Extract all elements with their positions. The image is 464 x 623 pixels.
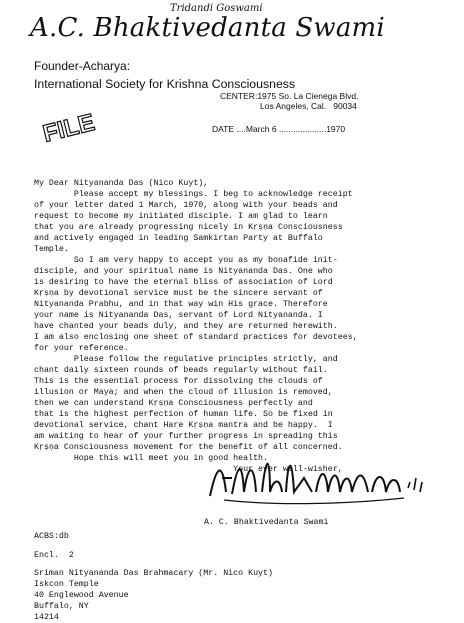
letter-line: Please follow the regulative principles strictly, and — [34, 355, 338, 364]
letter-line: Hope this will meet you in good health. — [34, 454, 269, 463]
letter-body — [34, 178, 358, 475]
file-stamp — [38, 100, 98, 150]
letter-line: illusion or Maya; and when the cloud of illusion is removed, — [34, 388, 333, 397]
recipient-address — [34, 568, 273, 623]
letter-line: Your ever well-wisher, — [34, 465, 343, 474]
letter-line: and actively engaged in leading Samkirtan Party at Buffalo — [34, 234, 323, 243]
center-address: 1975 So. La Cienega Blvd. — [257, 91, 359, 101]
letter-line: Kṛṣṇa Consciousness movement for the benefit of all concerned. — [34, 443, 343, 452]
letter-line: for your reference. — [34, 344, 129, 353]
letter-line: disciple, and your spiritual name is Nityananda Das. One who — [34, 267, 333, 276]
address-line: Buffalo, NY — [34, 602, 89, 611]
date-day: 6 — [271, 124, 277, 134]
address-line: Iskcon Temple — [34, 580, 99, 589]
address-line: 40 Englewood Avenue — [34, 591, 129, 600]
date-year-suffix: 70 — [335, 124, 346, 134]
letterhead-city: Los Angeles, Cal. 90034 — [260, 101, 357, 111]
letter-line: am waiting to hear of your further progress in spreading this — [34, 432, 338, 441]
letter-line: devotional service, chant Hare Kṛṣṇa mantra and be happy. I — [34, 421, 333, 430]
letter-line: Temple. — [34, 245, 69, 254]
reference-initials: ACBS:db — [34, 532, 69, 541]
letterhead-subtitle: Tridandi Goswami — [170, 3, 263, 14]
letter-line: Nityananda Prabhu, and in that way win His grace. Therefore — [34, 300, 328, 309]
address-line: 14214 — [34, 613, 59, 622]
letter-line: that is the highest perfection of human life. So be fixed in — [34, 410, 333, 419]
letter-line: is desiring to have the eternal bliss of association of Lord — [34, 278, 333, 287]
signature-name: A. C. Bhaktivedanta Swami — [204, 518, 329, 527]
letterhead-founder: Founder-Acharya: — [34, 59, 131, 73]
letter-line: I am also enclosing one sheet of standard practices for devotees, — [34, 333, 358, 342]
letter-line: your name is Nityananda Das, servant of Lord Nityananda. I — [34, 311, 323, 320]
letterhead-organization: International Society for Krishna Consciousness — [34, 77, 296, 91]
letter-line: My Dear Nityananda Das (Nico Kuyt), — [34, 179, 209, 188]
date-month: March — [245, 124, 270, 134]
letter-line: of your letter dated 1 March, 1970, along with your beads and — [34, 201, 338, 210]
letterhead-center — [220, 91, 358, 101]
address-line: Sriman Nityananda Das Brahmacary (Mr. Nico Kuyt) — [34, 569, 273, 578]
letterhead-title: A.C. Bhaktivedanta Swami — [30, 13, 385, 43]
date-year-prefix: 19 — [326, 124, 336, 134]
handwritten-signature — [208, 448, 432, 508]
date-label: DATE — [212, 124, 235, 134]
letter-line: Kṛṣṇa by devotional service must be the sincere servant of — [34, 289, 323, 298]
file-stamp-text: FILE — [40, 109, 98, 148]
letter-line: chant daily sixteen rounds of beads regularly without fail. — [34, 366, 328, 375]
date-line: DATE ....March 6 ....................1970 — [212, 124, 346, 134]
letter-line: So I am very happy to accept you as my bonafide init- — [34, 256, 338, 265]
letter-line: This is the essential process for dissolving the clouds of — [34, 377, 323, 386]
enclosure-note: Encl. 2 — [34, 551, 74, 560]
letter-line: have chanted your beads duly, and they are returned herewith. — [34, 322, 338, 331]
center-label: CENTER: — [220, 91, 258, 101]
letter-line: then we can understand Kṛṣṇa Consciousness perfectly and — [34, 399, 313, 408]
letter-line: request to become my initiated disciple. I am glad to learn — [34, 212, 328, 221]
letter-line: Please accept my blessings. I beg to acknowledge receipt — [34, 190, 353, 199]
letter-line: that you are already progressing nicely in Kṛṣṇa Consciousness — [34, 223, 343, 232]
